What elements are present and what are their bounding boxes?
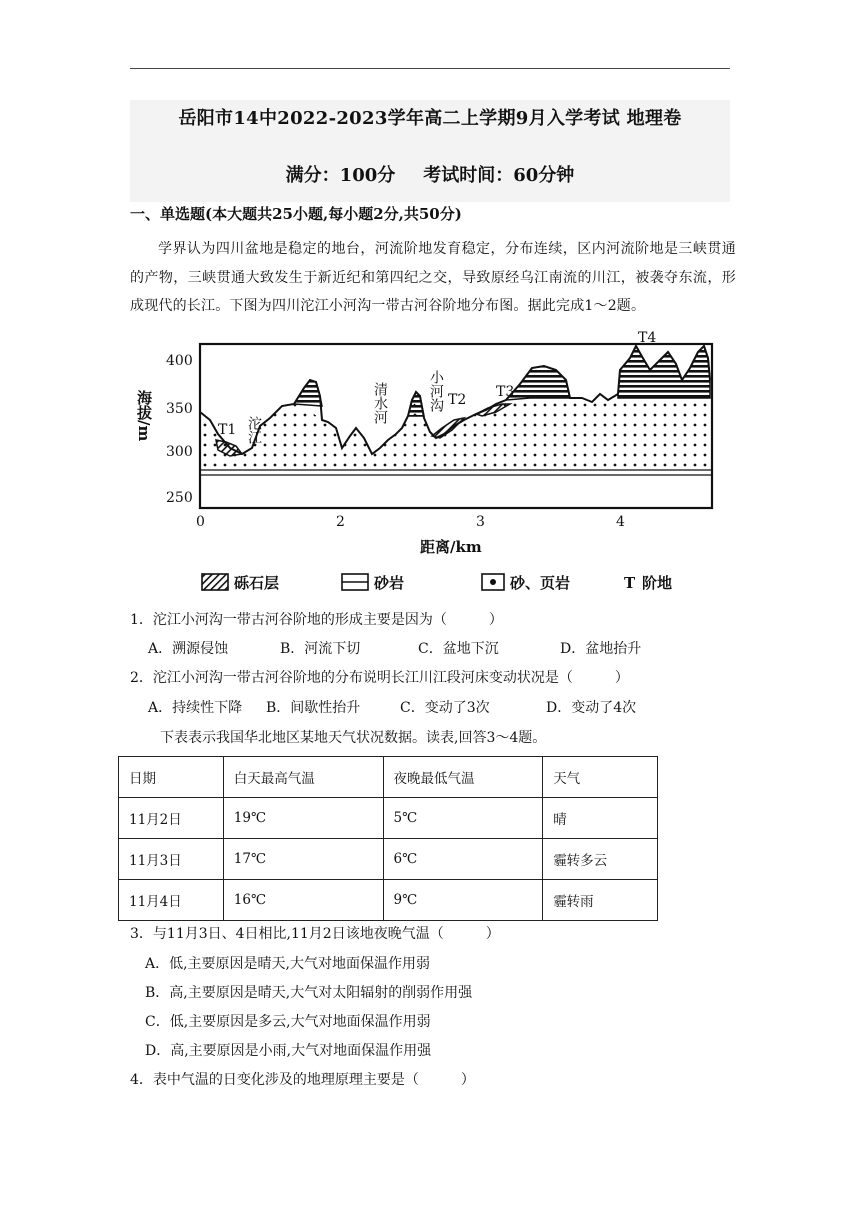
q2-option-b[interactable]: B．间歇性抬升 [266,700,361,716]
label-t2: T2 [448,392,467,408]
xtick-0: 0 [196,514,205,530]
q3-option-c[interactable]: C．低,主要原因是多云,大气对地面保温作用弱 [145,1014,431,1030]
label-t1: T1 [218,422,237,438]
table-cell: 11月2日 [119,798,224,839]
table-cell: 霾转雨 [543,880,658,921]
table-cell: 6℃ [383,839,543,880]
table-cell: 17℃ [223,839,383,880]
exam-time: 考试时间：60分钟 [423,165,575,186]
legend-terrace-symbol: T [624,574,636,592]
q1-option-a[interactable]: A．溯源侵蚀 [148,641,229,657]
ytick-300: 300 [166,444,193,460]
table-header: 日期 [119,757,224,798]
ytick-400: 400 [166,353,193,369]
q1-option-c[interactable]: C．盆地下沉 [418,641,499,657]
legend-gravel: 砾石层 [234,574,280,592]
passage-1: 学界认为四川盆地是稳定的地台，河流阶地发育稳定，分布连续，区内河流阶地是三峡贯通的产物，三峡贯通大致发生于新近纪和第四纪之交，导致原经乌江南流的川江，被袭夺东流，形成现代的长江。下图为四川沱江小河沟一带古河谷阶地分布图。据此完成1～2题。 [130,241,736,314]
legend-shale: 砂、页岩 [510,574,571,592]
xtick-3: 3 [476,514,485,530]
sandstone-cap-3 [506,366,570,400]
table-cell: 11月3日 [119,839,224,880]
exam-info [130,160,730,192]
q2-option-c[interactable]: C．变动了3次 [400,700,490,716]
ytick-350: 350 [166,401,193,417]
question-1-stem: 1．沱江小河沟一带古河谷阶地的形成主要是因为（ ） [130,612,503,628]
q2-option-d[interactable]: D．变动了4次 [546,700,637,716]
table-header-row [119,757,658,798]
section-heading-bold: 一、单选题 [130,205,206,223]
xtick-4: 4 [616,514,625,530]
page-title: 岳阳市14中2022-2023学年高二上学期9月入学考试 地理卷 [178,108,682,129]
weather-table [118,756,658,921]
xtick-2: 2 [336,514,345,530]
sandstone-cap-2 [408,392,424,416]
figure-legend [202,574,672,592]
table-cell: 11月4日 [119,880,224,921]
q3-option-d[interactable]: D．高,主要原因是小雨,大气对地面保温作用强 [145,1043,432,1059]
table-cell: 9℃ [383,880,543,921]
y-axis-label: 海拔/m [135,390,153,442]
legend-terrace: 阶地 [642,574,673,592]
legend-gravel-swatch [202,574,228,590]
table-row [119,798,658,839]
sandstone-cap-1 [294,380,322,406]
table-intro: 下表表示我国华北地区某地天气状况数据。读表,回答3～4题。 [160,730,547,746]
section-heading [130,203,462,225]
legend-sandstone: 砂岩 [374,574,405,592]
question-3-stem: 3．与11月3日、4日相比,11月2日该地夜晚气温（ ） [130,926,500,942]
table-row [119,880,658,921]
full-score: 满分：100分 [285,165,396,186]
terrace-profile-figure [130,330,720,600]
label-tuojiang: 沱江 [246,416,262,444]
q2-option-a[interactable]: A．持续性下降 [148,700,243,716]
ytick-250: 250 [166,490,193,506]
label-xiaohegou: 小河沟 [428,370,444,412]
table-header: 天气 [543,757,658,798]
table-cell: 19℃ [223,798,383,839]
table-cell: 霾转多云 [543,839,658,880]
table-cell: 16℃ [223,880,383,921]
top-rule [130,68,730,69]
table-row [119,839,658,880]
label-t4: T4 [638,330,657,346]
x-axis-label: 距离/km [420,538,482,556]
section-heading-rest: (本大题共25小题,每小题2分,共50分) [205,205,462,223]
label-qingshuihe: 清水河 [372,382,388,424]
q3-option-a[interactable]: A．低,主要原因是晴天,大气对地面保温作用弱 [145,956,431,972]
q1-option-d[interactable]: D．盆地抬升 [560,641,642,657]
q3-option-b[interactable]: B．高,主要原因是晴天,大气对太阳辐射的削弱作用强 [145,985,473,1001]
table-cell: 晴 [543,798,658,839]
table-header: 白天最高气温 [223,757,383,798]
question-4-stem: 4．表中气温的日变化涉及的地理原理主要是（ ） [130,1072,475,1088]
question-2-stem: 2．沱江小河沟一带古河谷阶地的分布说明长江川江段河床变动状况是（ ） [130,670,629,686]
table-cell: 5℃ [383,798,543,839]
table-header: 夜晚最低气温 [383,757,543,798]
label-t3: T3 [496,384,515,400]
q1-option-b[interactable]: B．河流下切 [280,641,361,657]
